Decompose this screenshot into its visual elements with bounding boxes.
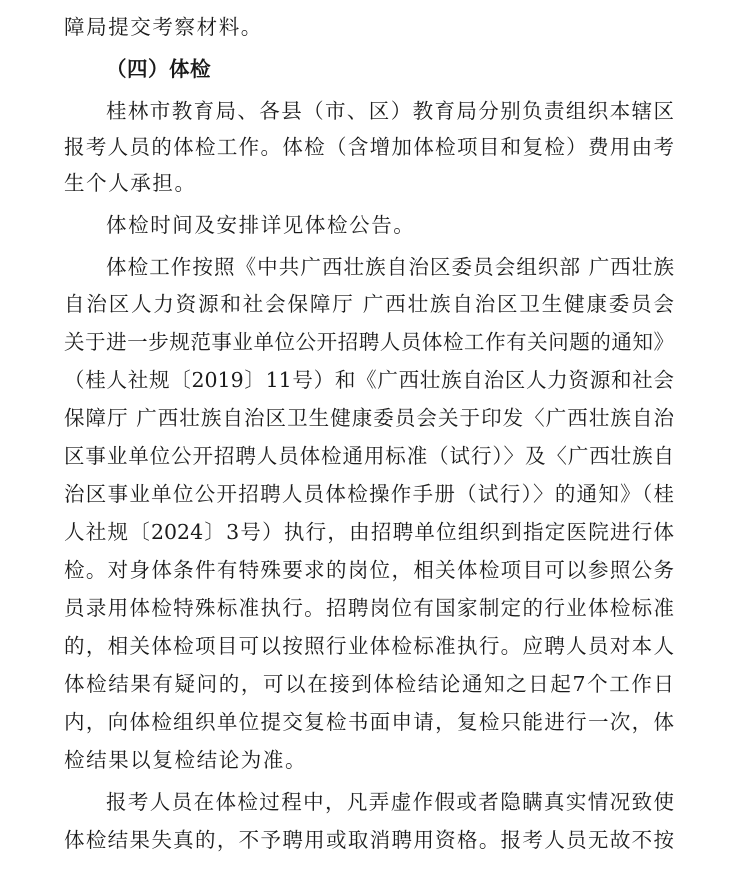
paragraph-line: 关于进一步规范事业单位公开招聘人员体检工作有关问题的通知》	[64, 330, 674, 354]
section-heading: （四）体检	[106, 57, 211, 81]
paragraph-line: 员录用体检特殊标准执行。招聘岗位有国家制定的行业体检标准	[64, 596, 674, 620]
paragraph-line: 桂林市教育局、各县（市、区）教育局分别负责组织本辖区	[106, 99, 674, 123]
paragraph-line: 体检结果失真的，不予聘用或取消聘用资格。报考人员无故不按	[64, 828, 674, 852]
paragraph-line: 报考人员的体检工作。体检（含增加体检项目和复检）费用由考	[64, 135, 674, 159]
paragraph-line: 的，相关体检项目可以按照行业体检标准执行。应聘人员对本人	[64, 634, 674, 658]
paragraph-line: 生个人承担。	[64, 171, 197, 195]
paragraph-line: 体检工作按照《中共广西壮族自治区委员会组织部 广西壮族	[106, 255, 674, 279]
paragraph-line: 体检时间及安排详见体检公告。	[106, 213, 416, 237]
paragraph-line: 体检结果有疑问的，可以在接到体检结论通知之日起7个工作日	[64, 672, 674, 696]
paragraph-line: 区事业单位公开招聘人员体检通用标准（试行）〉及〈广西壮族自	[64, 444, 674, 468]
paragraph-line: 报考人员在体检过程中，凡弄虚作假或者隐瞒真实情况致使	[106, 790, 674, 814]
paragraph-line: 保障厅 广西壮族自治区卫生健康委员会关于印发〈广西壮族自治	[64, 406, 674, 430]
paragraph-line: 检。对身体条件有特殊要求的岗位，相关体检项目可以参照公务	[64, 558, 674, 582]
paragraph-line: 人社规〔2024〕3号）执行，由招聘单位组织到指定医院进行体	[64, 520, 674, 544]
paragraph-line: 检结果以复检结论为准。	[64, 748, 308, 772]
paragraph-line: 自治区人力资源和社会保障厅 广西壮族自治区卫生健康委员会	[64, 292, 674, 316]
paragraph-line: 治区事业单位公开招聘人员体检操作手册（试行）〉的通知》（桂	[64, 482, 674, 506]
paragraph-line: 障局提交考察材料。	[64, 15, 263, 39]
paragraph-line: 内，向体检组织单位提交复检书面申请，复检只能进行一次，体	[64, 710, 674, 734]
paragraph-line: （桂人社规〔2019〕11号）和《广西壮族自治区人力资源和社会	[64, 368, 674, 392]
